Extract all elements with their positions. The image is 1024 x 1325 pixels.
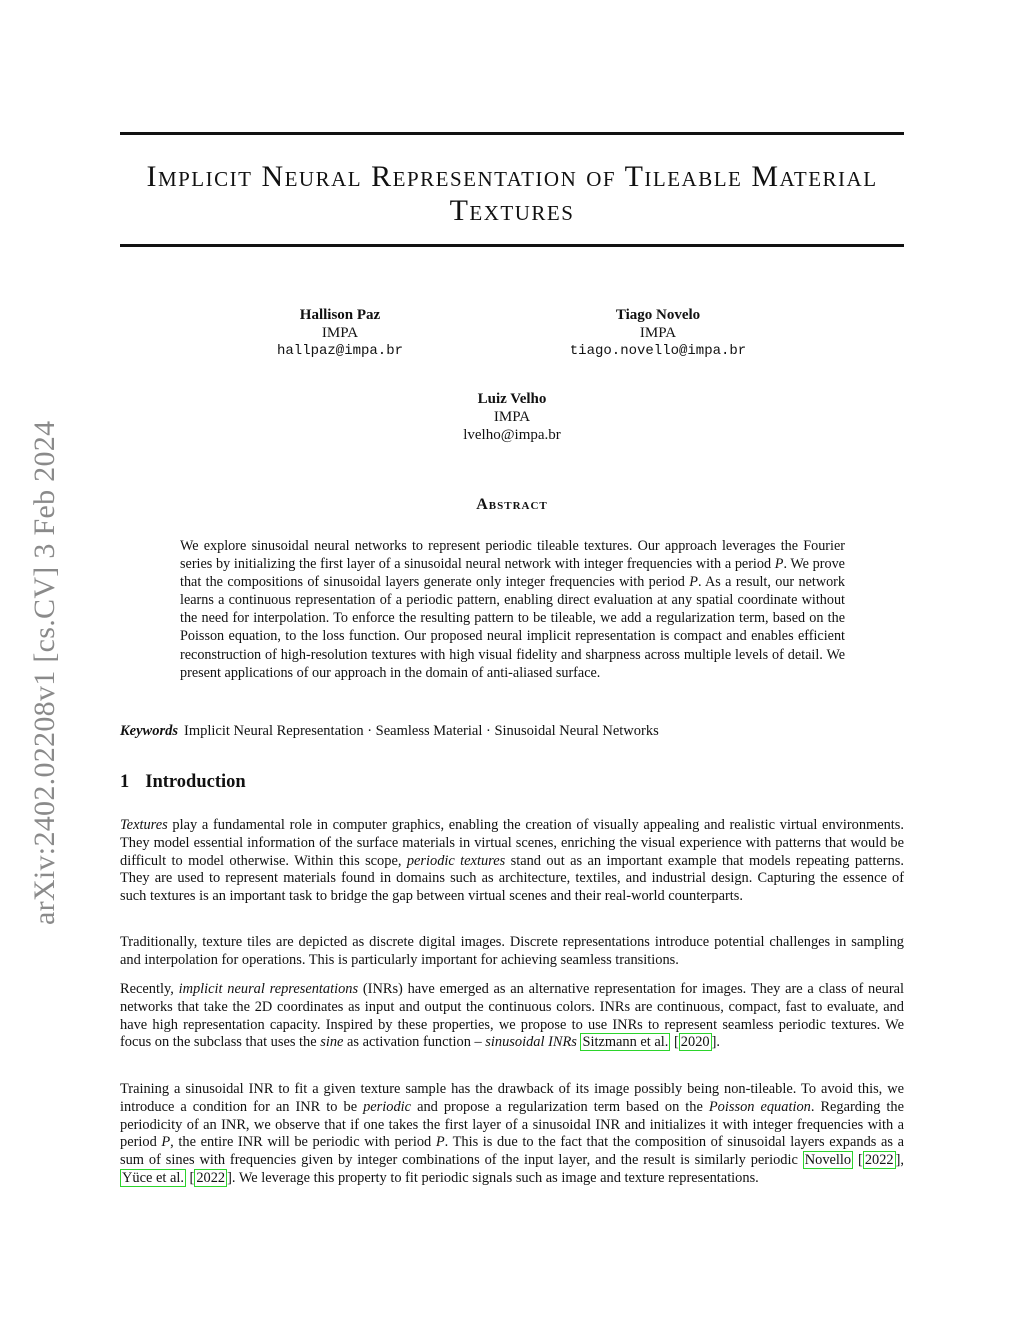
paragraph-text: as activation function – xyxy=(343,1034,486,1051)
paragraph-text: Recently, xyxy=(120,981,179,997)
keywords-list: Implicit Neural Representation · Seamless Material · Sinusoidal Neural Networks xyxy=(184,723,659,739)
paragraph-text: . Regarding the periodicity of an INR, we observe that if one takes the first layer of a sinusoidal INR and initializes it with integer frequencies with a period xyxy=(120,1098,904,1151)
keywords-label: Keywords xyxy=(120,723,178,739)
intro-paragraph-1 xyxy=(120,817,904,906)
abstract-text-segment: . We prove that the compositions of sinusoidal layers generate only integer frequencies with period xyxy=(180,556,845,591)
author-name: Luiz Velho xyxy=(477,391,547,407)
paragraph-text: Training a sinusoidal INR to fit a given texture sample has the drawback of its image possibly being non-tileable. To avoid this, we introduce a condition for an INR to be xyxy=(120,1081,904,1115)
author-email[interactable]: tiago.novello@impa.br xyxy=(569,343,747,359)
citation-year-link[interactable]: 2020 xyxy=(680,1034,710,1051)
emphasis: periodic textures xyxy=(406,852,506,869)
math-symbol-p: P xyxy=(689,574,698,591)
paragraph-text: . This is due to the fact that the composition of sinusoidal layers expands as a sum of sines with frequencies given by integer combinations of the input layer, and the result is similarly periodic xyxy=(120,1134,904,1169)
author-block xyxy=(412,390,612,444)
citation-link[interactable]: Sitzmann et al. xyxy=(582,1034,669,1051)
author-email[interactable]: hallpaz@impa.br xyxy=(276,343,404,359)
section-number: 1 xyxy=(120,772,130,792)
math-symbol-p: P xyxy=(435,1134,445,1151)
author-block xyxy=(548,306,768,360)
emphasis: periodic xyxy=(363,1098,412,1115)
abstract-text-segment: We explore sinusoidal neural networks to represent periodic tileable textures. Our approach leverages the Fourier series by initializing the first layer of a sinusoidal neural network with integer frequencies with a period xyxy=(180,538,845,573)
paragraph-text: play a fundamental role in computer graphics, enabling the creation of visually appealing and realistic virtual environments. They model essential information of the surface materials in virtual scenes, enriching the visual experience with patterns that would be difficult to model otherwise. Within this scope, xyxy=(120,817,904,869)
math-symbol-p: P xyxy=(161,1134,171,1151)
citation-year-link[interactable]: 2022 xyxy=(196,1169,226,1186)
author-block xyxy=(240,306,440,360)
intro-paragraph-4: Training a sinusoidal INR to fit a given texture sample has the drawback of its image possibly being non-tileable. To avoid this, we introduce a condition for an INR to be periodic and propose a regularization term based on the Poisson equation. Regarding the periodicity of an INR, we observe that if one takes the first layer of a sinusoidal INR and initializes it with integer frequencies with a period P, the entire INR will be periodic with period P. This is due to the fact that the composition of sinusoidal layers expands as a sum of sines with frequencies given by integer combinations of the input layer, and the result is similarly periodic Novello [ 2022 ], Yüce et al. [ 2022 ]. We leverage this property to fit periodic signals such as image and texture representations. xyxy=(120,1081,905,1186)
emphasis: Textures xyxy=(120,817,168,833)
emphasis: implicit neural representations xyxy=(178,981,359,997)
abstract-text xyxy=(180,537,845,682)
citation-link[interactable]: Novello xyxy=(804,1152,852,1169)
author-name: Tiago Novelo xyxy=(615,307,701,323)
author-affiliation: IMPA xyxy=(493,409,531,425)
paragraph-text: . xyxy=(716,1034,720,1051)
emphasis: sinusoidal INRs xyxy=(485,1034,577,1051)
intro-paragraph-3: Recently, implicit neural representations (INRs) have emerged as an alternative representation for images. They are a class of neural networks that take the 2D coordinates as input and output the continuous colors. INRs are continuous, compact, fast to evaluate, and have high representation capacity. Inspired by these properties, we propose to use INRs to represent seamless periodic textures. We focus on the subclass that uses the sine as activation function – sinusoidal INRs Sitzmann et al. [ 2020 ]. xyxy=(120,981,905,1051)
abstract-text-segment: . As a result, our network learns a continuous representation of a periodic pattern, enabling direct evaluation at any spatial coordinate without the need for interpolation. To enforce the resulting pattern to be tileable, we add a regularization term, based on the Poisson equation, to the loss function. Our proposed neural implicit representation is compact and enables efficient reconstruction of high-resolution textures with high visual fidelity and sharpness across multiple levels of detail. We present applications of our approach in the domain of anti-aliased surface. xyxy=(180,574,846,681)
math-symbol-p: P xyxy=(774,556,784,573)
abstract-heading: Abstract xyxy=(476,496,548,513)
paragraph-text: , the entire INR will be periodic with period xyxy=(170,1134,436,1151)
paragraph-text: stand out as an important example that models repeating patterns. They are used to represent materials found in domains such as architecture, textiles, and industrial design. Capturing the essence of such textures is an important task to bridge the gap between virtual scenes and their real-world counterparts. xyxy=(120,852,904,905)
title-rule-top xyxy=(120,132,904,135)
keywords-line xyxy=(120,723,904,740)
paragraph-text: (INRs) have emerged as an alternative representation for images. They are a class of neural networks that take the 2D coordinates as input and output the continuous colors. INRs are continuous, compact, fast to evaluate, and have high representation capacity. Inspired by these properties, we propose to use INRs to represent seamless periodic textures. We focus on the subclass that uses the xyxy=(120,981,905,1051)
paragraph-text: and propose a regularization term based on the xyxy=(411,1098,709,1115)
title-rule-bottom xyxy=(120,244,904,247)
paragraph-text: , xyxy=(900,1152,905,1169)
section-heading xyxy=(120,772,246,793)
citation-year-link[interactable]: 2022 xyxy=(864,1152,894,1169)
intro-paragraph-2: Traditionally, texture tiles are depicted as discrete digital images. Discrete representations introduce potential challenges in sampling and interpolation for operations. This is particularly important for achieving seamless transitions. xyxy=(120,934,904,968)
emphasis: Poisson equation xyxy=(708,1098,811,1115)
emphasis: sine xyxy=(320,1034,344,1051)
citation-link[interactable]: Yüce et al. xyxy=(122,1169,184,1186)
author-email[interactable]: lvelho@impa.br xyxy=(463,427,561,443)
paragraph-text: . We leverage this property to fit periodic signals such as image and texture representations. xyxy=(231,1169,759,1186)
author-name: Hallison Paz xyxy=(299,307,381,323)
section-title: Introduction xyxy=(145,772,246,792)
author-affiliation: IMPA xyxy=(639,325,677,341)
paper-title-line-1: Implicit Neural Representation of Tileable Material xyxy=(146,160,878,193)
paper-title-line-2: Textures xyxy=(449,194,575,227)
author-affiliation: IMPA xyxy=(321,325,359,341)
arxiv-identifier-stamp: arXiv:2402.02208v1 [cs.CV] 3 Feb 2024 xyxy=(28,420,61,925)
